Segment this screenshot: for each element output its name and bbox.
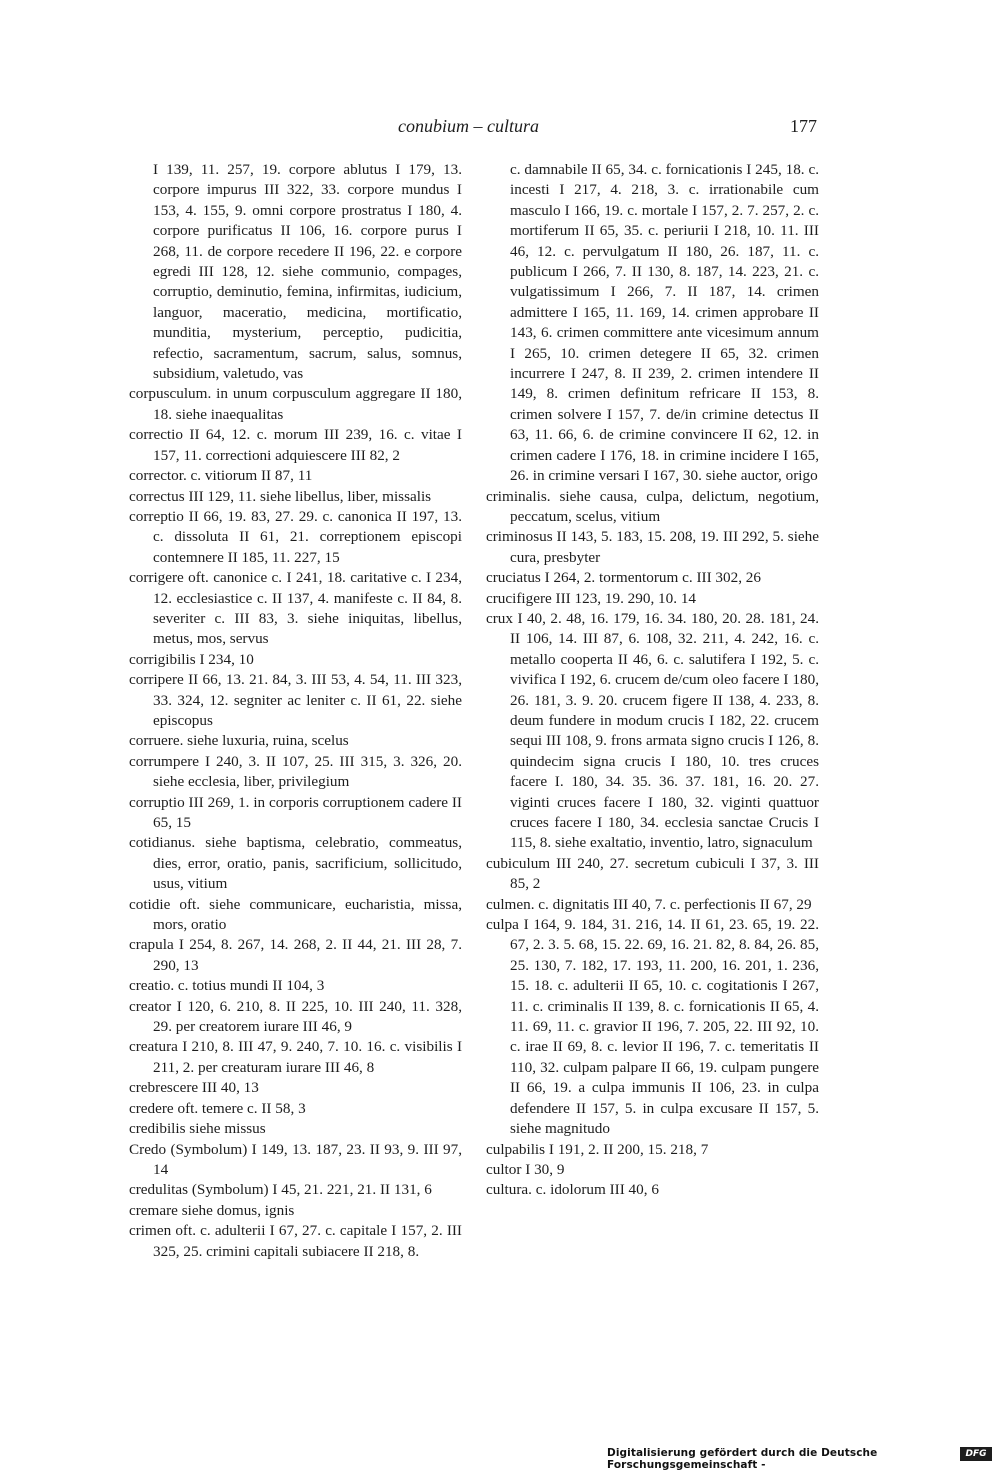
index-entry: criminosus II 143, 5. 183, 15. 208, 19. III 292, 5. siehe cura, presbyter — [486, 528, 819, 566]
index-entry: correptio II 66, 19. 83, 27. 29. c. canonica II 197, 13. c. dissoluta II 61, 21. correptionem episcopi contemnere II 185, 11. 227, 15 — [129, 507, 462, 566]
index-entry: credibilis siehe missus — [129, 1120, 266, 1138]
index-entry: crux I 40, 2. 48, 16. 179, 16. 34. 180, 20. 28. 181, 24. II 106, 14. III 87, 6. 108, 32. 211, 4. 242, 16. c. metallo cooperta II 46, 6. c. salutifera I 192, 5. c. vivifica I 192, 6. crucem de/cum oleo facere I 180, 26. 181, 3. 9. 20. crucem figere II 138, 4. 233, 8. deum fundere in modum crucis I 182, 22. crucem sequi III 108, 9. frons armata signo crucis I 126, 8. quindecim signa crucis I 180, 10. tres cruces facere I. 180, 34. 35. 36. 37. 181, 16. 20. 27. viginti cruces facere I 180, 32. viginti quattuor cruces facere I 180, 34. ecclesia sanctae Crucis I 115, 8. siehe exaltatio, inventio, latro, signaculum — [486, 609, 819, 852]
index-entry: corpusculum. in unum corpusculum aggregare II 180, 18. siehe inaequalitas — [129, 385, 462, 423]
index-entry: correctio II 64, 12. c. morum III 239, 16. c. vitae I 157, 11. correctioni adquiescere III 82, 2 — [129, 426, 462, 464]
index-entry: corripere II 66, 13. 21. 84, 3. III 53, 4. 54, 11. III 323, 33. 324, 12. segniter ac leniter c. II 61, 22. siehe episcopus — [129, 671, 462, 729]
index-entry: culmen. c. dignitatis III 40, 7. c. perfectionis II 67, 29 — [486, 895, 812, 913]
index-entry: credere oft. temere c. II 58, 3 — [129, 1099, 306, 1117]
index-entry: corruptio III 269, 1. in corporis corruptionem cadere II 65, 15 — [129, 793, 462, 831]
index-entry: c. damnabile II 65, 34. c. fornicationis I 245, 18. c. incesti I 217, 4. 218, 3. c. irrationabile cum masculo I 166, 19. c. mortale I 157, 2. 7. 257, 2. c. mortiferum II 65, 35. c. periurii I 218, 10. 11. III 46, 12. c. pervulgatum II 180, 26. 187, 11. c. publicum I 266, 7. II 130, 8. 187, 14. 223, 21. c. vulgatissimum I 266, 7. II 187, 14. crimen admittere I 165, 11. 169, 14. crimen approbare II 143, 6. crimen committere ante vicesimum annum I 265, 10. crimen detegere II 65, 32. crimen incurrere I 247, 8. II 239, 2. crimen intendere II 149, 8. crimen definitum refricare II 153, 8. crimen solvere I 157, 7. de/in crimine detectus II 63, 11. 66, 6. de crimine convincere II 62, 12. in crimen cadere I 176, 18. in crimine incidere I 165, 26. in crimine versari I 167, 30. siehe auctor, origo — [510, 161, 819, 485]
running-head-title: conubium – cultura — [398, 116, 539, 136]
index-entry: credulitas (Symbolum) I 45, 21. 221, 21. II 131, 6 — [129, 1181, 432, 1199]
index-entry: correctus III 129, 11. siehe libellus, liber, missalis — [129, 487, 432, 505]
index-entry: culpabilis I 191, 2. II 200, 15. 218, 7 — [486, 1140, 709, 1158]
index-entry: creator I 120, 6. 210, 8. II 225, 10. III 240, 11. 328, 29. per creatorem iurare III 46, 9 — [129, 997, 462, 1036]
index-entry: cruciatus I 264, 2. tormentorum c. III 302, 26 — [486, 569, 761, 587]
index-entry: cotidie oft. siehe communicare, eucharistia, missa, mors, oratio — [129, 895, 462, 934]
digitization-credit: Digitalisierung gefördert durch die Deutsche Forschungsgemeinschaft - — [607, 1447, 878, 1471]
index-entry: cultura. c. idolorum III 40, 6 — [486, 1181, 659, 1199]
index-entry: creatio. c. totius mundi II 104, 3 — [129, 977, 325, 995]
index-entry: cremare siehe domus, ignis — [129, 1201, 295, 1219]
index-entry: corrigere oft. canonice c. I 241, 18. caritative c. I 234, 12. ecclesiastice c. II 137, 4. manifeste c. II 84, 8. severiter c. III 83, 3. siehe iniquitas, libellus, metus, mos, servus — [129, 569, 462, 648]
index-entry: crimen oft. c. adulterii I 67, 27. c. capitale I 157, 2. III 325, 25. crimini capitali subiacere II 218, 8. — [129, 1222, 462, 1260]
index-entry: cultor I 30, 9 — [486, 1160, 565, 1178]
index-entry: Credo (Symbolum) I 149, 13. 187, 23. II 93, 9. III 97, 14 — [129, 1140, 462, 1178]
index-entry: crebrescere III 40, 13 — [129, 1079, 259, 1097]
index-entry: crapula I 254, 8. 267, 14. 268, 2. II 44, 21. III 28, 7. 290, 13 — [129, 936, 462, 974]
index-entry: crucifigere III 123, 19. 290, 10. 14 — [486, 589, 697, 607]
index-entry: corrector. c. vitiorum II 87, 11 — [129, 467, 313, 485]
index-entry: culpa I 164, 9. 184, 31. 216, 14. II 61, 23. 65, 19. 22. 67, 2. 3. 5. 68, 15. 22. 69, 16. 21. 82, 8. 84, 26. 85, 25. 130, 7. 182, 17. 193, 11. 200, 16. 201, 1. 236, 15. 18. c. adulterii II 65, 10. c. cogitationis I 267, 11. c. criminalis II 139, 8. c. fornicationis II 65, 4. 11. 69, 11. c. gravior II 196, 7. 205, 22. III 92, 10. c. irae II 69, 8. c. levior II 196, 7. c. temeritatis II 110, 32. culpam palpare II 66, 19. culpam pungere II 66, 19. a culpa immunis II 106, 23. in culpa defendere II 157, 5. in culpa excusare II 157, 5. siehe magnitudo — [486, 916, 819, 1138]
index-column-left — [129, 160, 462, 1262]
page-number: 177 — [790, 116, 817, 136]
dfg-logo-icon: DFG — [960, 1447, 992, 1461]
index-entry: corrigibilis I 234, 10 — [129, 650, 254, 668]
index-column-right — [486, 160, 819, 1201]
index-entry: criminalis. siehe causa, culpa, delictum, negotium, peccatum, scelus, vitium — [486, 487, 819, 525]
index-entry: cotidianus. siehe baptisma, celebratio, commeatus, dies, error, oratio, panis, sacrificium, sollicitudo, usus, vitium — [129, 834, 462, 893]
index-entry: I 139, 11. 257, 19. corpore ablutus I 179, 13. corpore impurus III 322, 33. corpore mundus I 153, 4. 155, 9. omni corpore prostratus I 180, 4. corpore purificatus II 106, 16. corpore purus I 268, 11. de corpore recedere II 196, 22. e corpore egredi III 128, 12. siehe communio, compages, corruptio, deminutio, femina, infirmitas, iudicium, languor, maceratio, medicina, mortificatio, munditia, mysterium, perceptio, pudicitia, refectio, sacramentum, sacrum, salus, somnus, subsidium, valetudo, vas — [153, 161, 462, 383]
index-entry: creatura I 210, 8. III 47, 9. 240, 7. 10. 16. c. visibilis I 211, 2. per creaturam iurare III 46, 8 — [129, 1038, 462, 1076]
index-entry: cubiculum III 240, 27. secretum cubiculi I 37, 3. III 85, 2 — [486, 854, 819, 893]
index-entry: corruere. siehe luxuria, ruina, scelus — [129, 732, 349, 750]
index-entry: corrumpere I 240, 3. II 107, 25. III 315, 3. 326, 20. siehe ecclesia, liber, privilegium — [129, 752, 462, 791]
